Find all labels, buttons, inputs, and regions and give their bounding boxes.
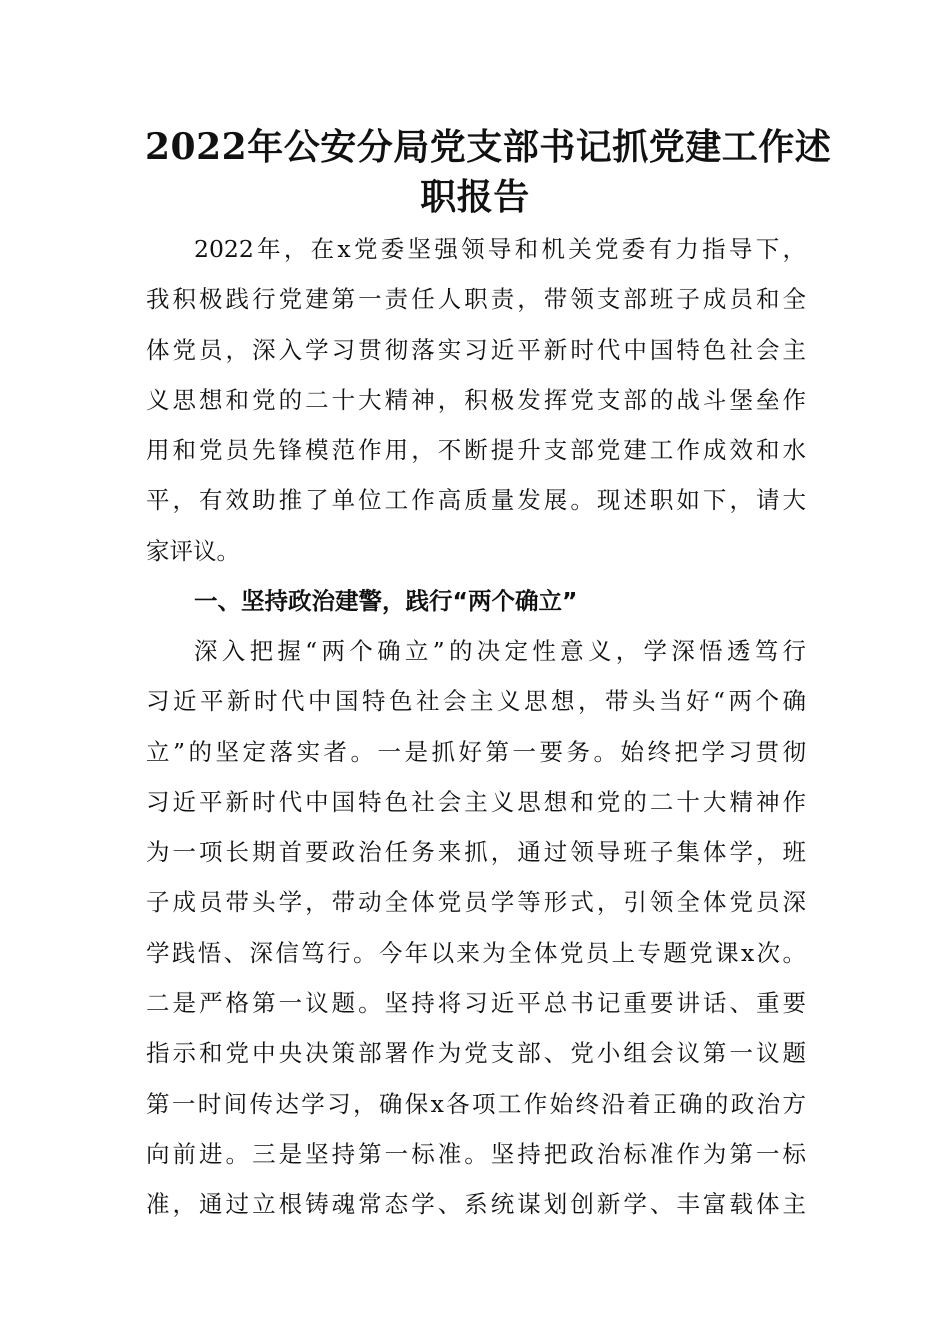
paragraph-line: 第一时间传达学习，确保x各项工作始终沿着正确的政治方 bbox=[146, 1089, 806, 1118]
paragraph-line: 学践悟、深信笃行。今年以来为全体党员上专题党课x次。 bbox=[146, 938, 806, 967]
paragraph-line: 我积极践行党建第一责任人职责，带领支部班子成员和全 bbox=[146, 285, 806, 314]
document-title bbox=[145, 122, 832, 222]
paragraph-line: 2022年，在x党委坚强领导和机关党委有力指导下， bbox=[194, 235, 806, 263]
paragraph-line: 习近平新时代中国特色社会主义思想和党的二十大精神作 bbox=[146, 787, 806, 816]
paragraph-line: 立”的坚定落实者。一是抓好第一要务。始终把学习贯彻 bbox=[146, 737, 806, 766]
paragraph-line: 准，通过立根铸魂常态学、系统谋划创新学、丰富载体主 bbox=[146, 1190, 806, 1219]
title-line-2: 职报告 bbox=[420, 176, 530, 218]
paragraph-line: 平，有效助推了单位工作高质量发展。现述职如下，请大 bbox=[146, 486, 806, 515]
paragraph-line: 习近平新时代中国特色社会主义思想，带头当好“两个确 bbox=[146, 687, 806, 716]
intro-paragraph bbox=[146, 224, 806, 576]
section-1-heading-block bbox=[146, 576, 806, 626]
paragraph-line: 为一项长期首要政治任务来抓，通过领导班子集体学，班 bbox=[146, 838, 806, 867]
paragraph-line: 深入把握“两个确立”的决定性意义，学深悟透笃行 bbox=[194, 637, 806, 665]
paragraph-line: 体党员，深入学习贯彻落实习近平新时代中国特色社会主 bbox=[146, 335, 806, 364]
section-heading: 一、坚持政治建警，践行“两个确立” bbox=[194, 587, 578, 615]
paragraph-line: 家评议。 bbox=[146, 536, 240, 565]
paragraph-line: 二是严格第一议题。坚持将习近平总书记重要讲话、重要 bbox=[146, 989, 806, 1018]
paragraph-line: 用和党员先锋模范作用，不断提升支部党建工作成效和水 bbox=[146, 436, 806, 465]
paragraph-line: 义思想和党的二十大精神，积极发挥党支部的战斗堡垒作 bbox=[146, 385, 806, 414]
paragraph-line: 子成员带头学，带动全体党员学等形式，引领全体党员深 bbox=[146, 888, 806, 917]
section-1-paragraph bbox=[146, 626, 806, 1230]
paragraph-line: 向前进。三是坚持第一标准。坚持把政治标准作为第一标 bbox=[146, 1139, 806, 1168]
title-line-1: 2022年公安分局党支部书记抓党建工作述 bbox=[145, 126, 832, 168]
paragraph-line: 指示和党中央决策部署作为党支部、党小组会议第一议题 bbox=[146, 1039, 806, 1068]
